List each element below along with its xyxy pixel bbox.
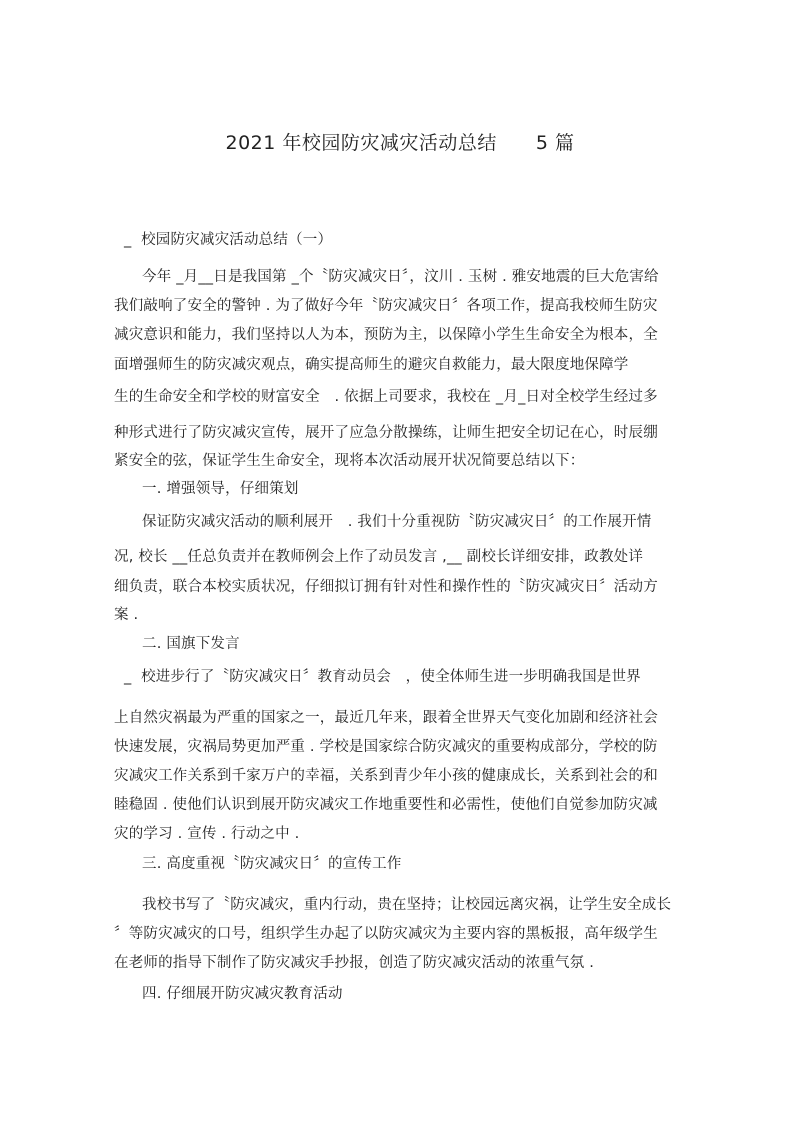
paragraph-line: 况, 校长 __任总负责并在教师例会上作了动员发言 ,__ 副校长详细安排，政教处详 [114,549,644,565]
paragraph-line: 快速发展，灾祸局势更加严重 . 学校是国家综合防灾减灾的重要构成部分，学校的防 [114,739,658,755]
paragraph-line: 睦稳固 . 使他们认识到展开防灾减灾工作地重要性和必需性，使他们自觉参加防灾减 [114,797,658,813]
paragraph-line: 保证防灾减灾活动的顺利展开 . 我们十分重视防〝防灾减灾日〞的工作展开情 [142,514,652,530]
subheading: 一. 增强领导，仔细策划 [142,481,299,497]
subheading: 三. 高度重视〝防灾减灾日〞的宣传工作 [142,856,402,872]
paragraph-line: 细负责，联合本校实质状况，仔细拟订拥有针对性和操作性的〝防灾减灾日〞活动方 [114,579,658,595]
paragraph-line: 面增强师生的防灾减灾观点，确实提高师生的避灾自救能力，最大限度地保障学 [114,357,629,373]
paragraph-line: 我们敲响了安全的警钟 . 为了做好今年〝防灾减灾日〞各项工作，提高我校师生防灾 [114,298,658,314]
paragraph-line: 灾的学习 . 宣传 . 行动之中 . [114,826,300,842]
subheading: 二. 国旗下发言 [142,636,240,652]
section-heading: _ 校园防灾减灾活动总结（一） [124,232,333,248]
paragraph-line: 紧安全的弦，保证学生生命安全，现将本次活动展开状况简要总结以下： [114,453,585,469]
paragraph-line: 在老师的指导下制作了防灾减灾手抄报，创造了防灾减灾活动的浓重气氛 . [114,955,595,971]
paragraph-line: 生的生命安全和学校的财富安全 . 依据上司要求，我校在 _月_日对全校学生经过多 [114,389,658,405]
document-title: 2021 年校园防灾减灾活动总结 5 篇 [225,132,575,154]
subheading: 四. 仔细展开防灾减灾教育活动 [142,986,343,1002]
paragraph-line: 减灾意识和能力，我们坚持以人为本，预防为主，以保障小学生生命安全为根本，全 [114,327,658,343]
paragraph-line: 我校书写了〝防灾减灾，重内行动，贵在坚持；让校园远离灾祸，让学生安全成长 [142,897,672,913]
paragraph-line: 今年 _月__日是我国第 _个〝防灾减灾日〞，汶川 . 玉树 . 雅安地震的巨大危害给 [142,269,659,285]
paragraph-line: 种形式进行了防灾减灾宣传，展开了应急分散操练，让师生把安全切记在心，时辰绷 [114,425,658,441]
paragraph-line: 案 . [114,607,139,623]
paragraph-line: _ 校进步行了〝防灾减灾日〞教育动员会 ，使全体师生进一步明确我国是世界 [124,669,641,685]
paragraph-line: 上自然灾祸最为严重的国家之一，最近几年来，跟着全世界天气变化加剧和经济社会 [114,710,658,726]
paragraph-line: 〞等防灾减灾的口号，组织学生办起了以防灾减灾为主要内容的黑板报，高年级学生 [114,926,658,942]
paragraph-line: 灾减灾工作关系到千家万户的幸福，关系到青少年小孩的健康成长，关系到社会的和 [114,768,658,784]
